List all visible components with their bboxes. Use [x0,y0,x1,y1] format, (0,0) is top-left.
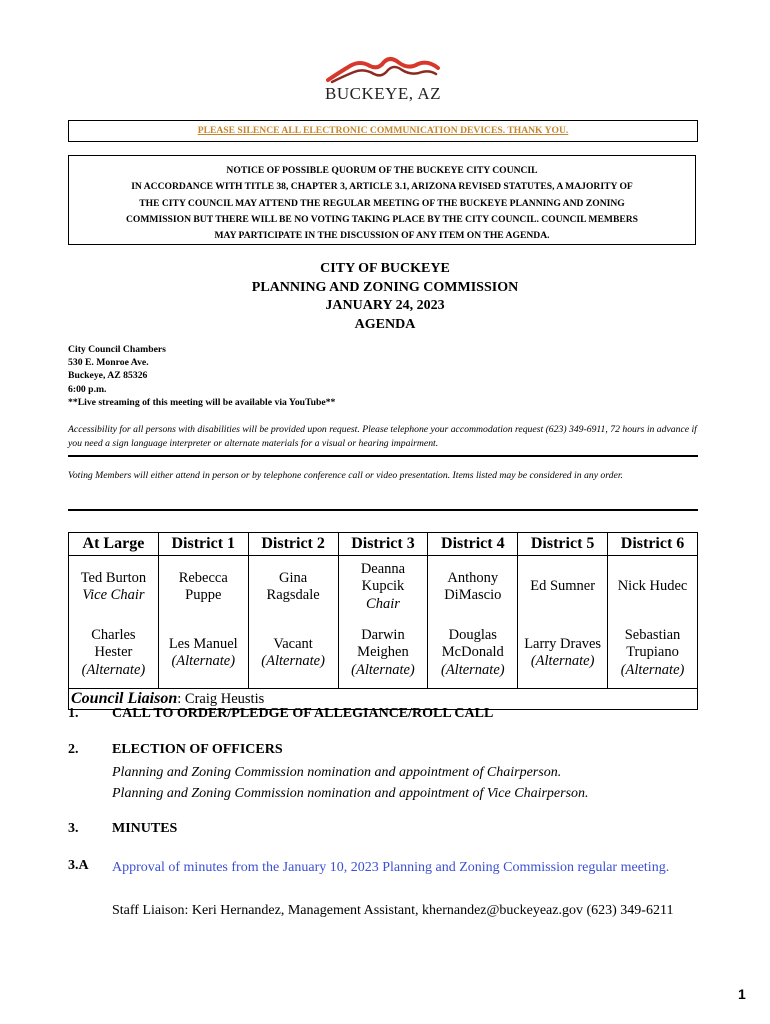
member-name: Anthony [447,569,499,586]
item-description: Planning and Zoning Commission nomination and appointment of Vice Chairperson. [112,786,589,801]
member-name: Trupiano [626,644,679,661]
meeting-time: 6:00 p.m. [68,383,107,395]
member-role: (Alternate) [440,661,505,678]
alternate-cell [248,618,338,689]
item-number: 3.A [68,858,89,873]
member-cell [158,556,248,619]
item-number: 3. [68,821,79,836]
member-name: Puppe [185,587,222,603]
quorum-line: IN ACCORDANCE WITH TITLE 38, CHAPTER 3, ARTICLE 3.1, ARIZONA REVISED STATUTES, A MAJORITY OF [131,181,633,193]
alternate-cell [608,618,698,689]
member-name: Gina [279,569,308,586]
title-city: CITY OF BUCKEYE [320,261,450,276]
member-name: Kupcik [361,578,405,595]
city-state: Buckeye, AZ 85326 [68,370,148,382]
roster-header-row [69,533,698,556]
agenda-title [0,260,770,334]
member-cell [518,556,608,619]
member-role: (Alternate) [351,661,415,678]
member-name: Deanna [360,560,406,577]
alternate-cell [158,618,248,689]
accessibility-note: Accessibility for all persons with disabilities will be provided upon request. Please telephone your accommodation request (623) 349-6911, 72 hours in advance if you need a sign language interpreter or alternate materials for a visual or hearing impairment. [68,424,697,449]
item-heading: MINUTES [112,821,178,836]
header-district-2: District 2 [248,533,338,556]
quorum-line: NOTICE OF POSSIBLE QUORUM OF THE BUCKEYE CITY COUNCIL [226,165,538,176]
member-name: Sebastian [624,626,681,643]
member-name: DiMascio [444,587,502,603]
member-role: (Alternate) [530,653,595,669]
roster-members-row [69,556,698,619]
member-name: Ragsdale [266,587,320,603]
venue: City Council Chambers [68,344,166,355]
header-district-1: District 1 [158,533,248,556]
title-commission: PLANNING AND ZONING COMMISSION [251,279,519,295]
staff-liaison: Staff Liaison: Keri Hernandez, Management Assistant, khernandez@buckeyeaz.gov (623) 349-6211 [112,903,674,918]
liaison-label: Council Liaison [71,689,178,707]
member-cell [608,556,698,619]
member-role: (Alternate) [261,653,325,669]
page-number: 1 [738,986,746,1002]
silence-notice: PLEASE SILENCE ALL ELECTRONIC COMMUNICATION DEVICES. THANK YOU. [68,120,698,142]
member-name: Darwin [361,626,405,643]
item-number: 2. [68,742,79,757]
header-district-3: District 3 [338,533,428,556]
minutes-approval-link[interactable]: Approval of minutes from the January 10, 2023 Planning and Zoning Commission regular meeting. [112,860,670,875]
member-role: (Alternate) [81,661,146,678]
member-name: McDonald [441,644,504,661]
quorum-line: MAY PARTICIPATE IN THE DISCUSSION OF ANY ITEM ON THE AGENDA. [214,230,550,242]
member-name: Ed Sumner [530,578,596,595]
divider [68,509,698,511]
item-heading: ELECTION OF OFFICERS [112,742,283,757]
alternate-cell [69,618,159,689]
alternate-cell [338,618,428,689]
liaison-name: : Craig Heustis [177,690,265,707]
member-name: Douglas [448,626,497,643]
quorum-line: COMMISSION BUT THERE WILL BE NO VOTING TAKING PLACE BY THE CITY COUNCIL. COUNCIL MEMBERS [125,213,639,225]
meeting-location [68,343,335,409]
item-description: Planning and Zoning Commission nomination and appointment of Chairperson. [112,765,562,780]
member-name: Charles [91,626,136,643]
member-cell [248,556,338,619]
street: 530 E. Monroe Ave. [68,357,149,369]
quorum-line: THE CITY COUNCIL MAY ATTEND THE REGULAR MEETING OF THE BUCKEYE PLANNING AND ZONING [139,197,625,209]
alternate-cell [428,618,518,689]
member-name: Ted Burton [80,569,147,586]
title-date: JANUARY 24, 2023 [325,298,445,313]
divider [68,455,698,457]
voting-note: Voting Members will either attend in person or by telephone conference call or video presentation. Items listed may be considered in any order. [68,470,623,481]
member-role: Chair [366,595,400,612]
member-role: (Alternate) [620,661,685,678]
header-district-5: District 5 [518,533,608,556]
member-cell [338,556,428,619]
member-name: Meighen [357,644,409,661]
logo-wordmark: BUCKEYE, AZ [325,84,441,103]
member-cell [428,556,518,619]
member-name: Nick Hudec [617,578,688,595]
member-cell [69,556,159,619]
quorum-notice [68,155,696,245]
header-district-6: District 6 [608,533,698,556]
header-district-4: District 4 [428,533,518,556]
member-role: (Alternate) [171,653,236,669]
alternate-cell [518,618,608,689]
header-at-large: At Large [69,533,159,556]
member-name: Hester [94,644,133,661]
stream-notice: **Live streaming of this meeting will be available via YouTube** [68,396,336,408]
member-name: Rebecca [178,569,228,586]
member-name: Vacant [273,635,313,652]
member-name: Les Manuel [168,635,238,652]
title-agenda: AGENDA [354,316,416,332]
item-heading: CALL TO ORDER/PLEDGE OF ALLEGIANCE/ROLL CALL [112,706,494,721]
member-name: Larry Draves [524,635,602,652]
roster-alternates-row [69,618,698,689]
commission-roster-table [68,532,698,710]
item-number: 1. [68,706,79,721]
member-role: Vice Chair [82,587,145,603]
